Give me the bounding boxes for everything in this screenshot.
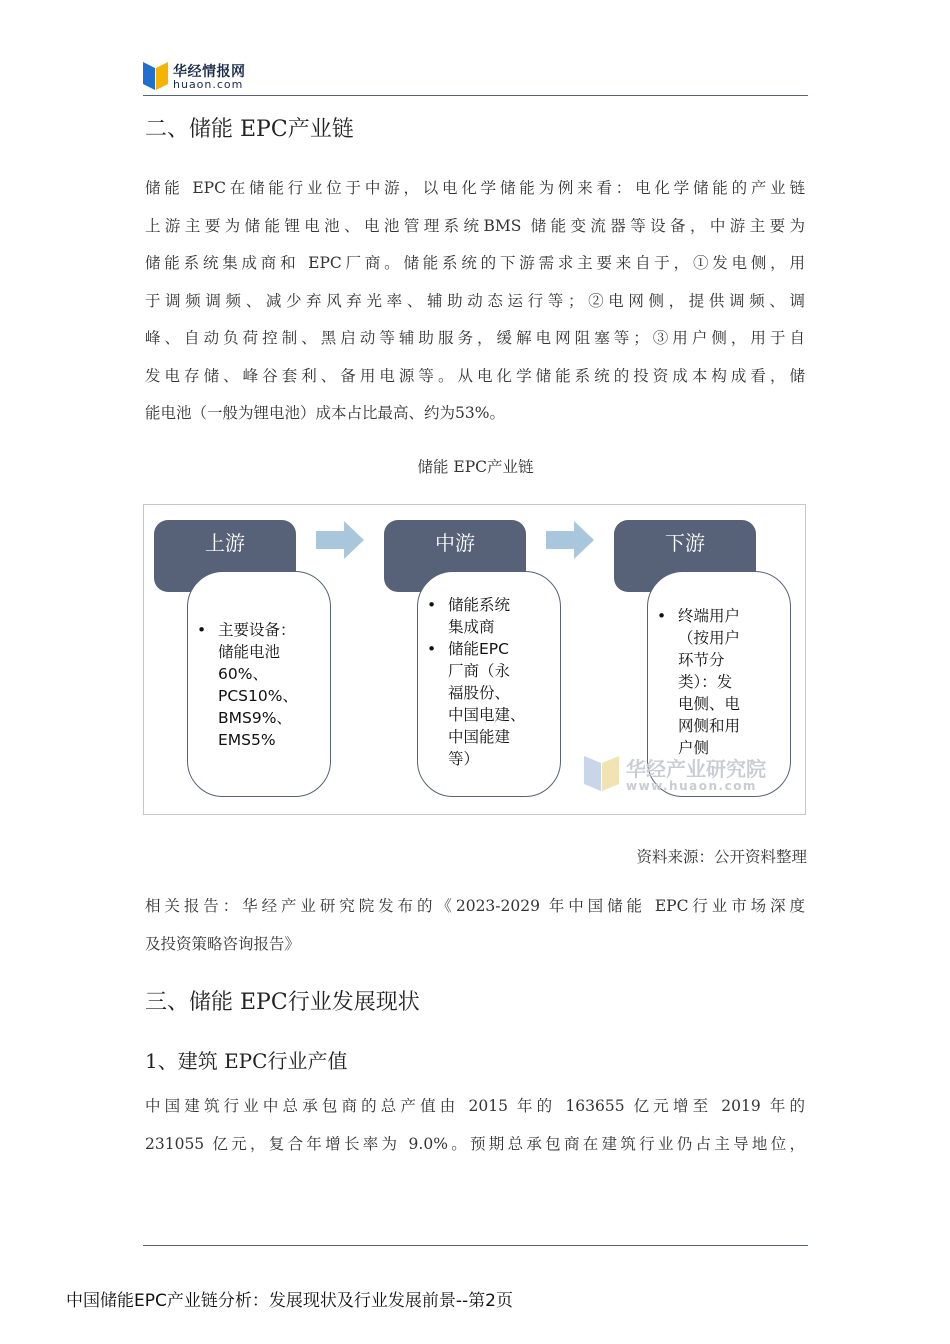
item-line: • 主要设备：	[218, 621, 296, 639]
paragraph-line: 于调频调频、减少弃风弃光率、辅助动态运行等；②电网侧，提供调频、调	[145, 291, 805, 310]
midstream-item	[418, 594, 560, 638]
subsection-title: 1、建筑 EPC行业产值	[145, 1049, 348, 1073]
header-rule	[143, 95, 808, 96]
upstream-box	[187, 571, 331, 797]
paragraph-line: 能电池（一般为锂电池）成本占比最高、约为53%。	[145, 404, 505, 422]
item-line: 集成商	[448, 618, 495, 636]
item-line: 等）	[448, 750, 480, 768]
section-title: 三、储能 EPC行业发展现状	[145, 990, 420, 1015]
paragraph	[145, 170, 805, 433]
item-line: PCS10%、	[218, 687, 298, 705]
item-line: （按用户	[678, 629, 741, 647]
logo-title: 华经情报网	[173, 64, 246, 80]
item-line: 60%、	[218, 665, 268, 683]
logo-book-icon	[143, 60, 169, 90]
item-line: 厂商（永	[448, 662, 511, 680]
watermark	[584, 753, 766, 795]
item-line: 户侧	[678, 739, 710, 757]
industry-chain-diagram	[143, 504, 806, 815]
item-line: 储能电池	[218, 643, 281, 661]
midstream-box	[417, 571, 561, 797]
figure-caption: 储能 EPC产业链	[417, 458, 534, 476]
paragraph-line: 及投资策略咨询报告》	[145, 934, 301, 953]
item-line: 环节分	[678, 651, 725, 669]
section-title: 二、储能 EPC产业链	[145, 117, 354, 142]
item-line: EMS5%	[218, 731, 276, 749]
item-line: • 储能系统	[448, 596, 511, 614]
midstream-title: 中游	[435, 531, 475, 555]
watermark-title: 华经产业研究院	[626, 757, 766, 781]
downstream-item	[648, 605, 790, 759]
source-note: 资料来源：公开资料整理	[636, 848, 807, 866]
item-line: BMS9%、	[218, 709, 292, 727]
item-line: 类）：发	[678, 673, 733, 691]
item-line: • 终端用户	[678, 607, 741, 625]
paragraph-line: 储能 EPC在储能行业位于中游，以电化学储能为例来看：电化学储能的产业链	[145, 179, 805, 197]
watermark-url: www.huaon.com	[626, 779, 757, 793]
related-report	[145, 888, 805, 963]
paragraph-line: 231055 亿元，复合年增长率为 9.0%。预期总承包商在建筑行业仍占主导地位，	[145, 1134, 805, 1153]
item-line: 中国电建、	[448, 706, 526, 724]
upstream-title: 上游	[205, 531, 245, 555]
paragraph-line: 发电存储、峰谷套利、备用电源等。从电化学储能系统的投资成本构成看，储	[145, 366, 805, 385]
logo-subtitle: huaon.com	[173, 78, 244, 91]
page-footer: 中国储能EPC产业链分析：发展现状及行业发展前景--第2页	[66, 1291, 513, 1311]
downstream-title: 下游	[665, 531, 705, 555]
item-line: 电侧、电	[678, 695, 741, 713]
midstream-item	[418, 638, 560, 770]
watermark-logo-icon	[584, 753, 620, 791]
paragraph-line: 上游主要为储能锂电池、电池管理系统BMS 储能变流器等设备，中游主要为	[145, 216, 805, 235]
paragraph-line: 峰、自动负荷控制、黑启动等辅助服务，缓解电网阻塞等；③用户侧，用于自	[145, 329, 805, 347]
paragraph-line: 相关报告：华经产业研究院发布的《2023-2029 年中国储能 EPC行业市场深度	[145, 897, 805, 915]
item-line: • 储能EPC	[448, 640, 509, 658]
item-line: 中国能建	[448, 728, 511, 746]
item-line: 福股份、	[448, 684, 511, 702]
paragraph-line: 中国建筑行业中总承包商的总产值由 2015 年的 163655 亿元增至 2019 年的	[145, 1097, 805, 1115]
paragraph	[145, 1088, 805, 1163]
paragraph-line: 储能系统集成商和 EPC厂商。储能系统的下游需求主要来自于，①发电侧，用	[145, 254, 805, 272]
arrow-right-icon	[316, 521, 366, 559]
arrow-right-icon	[546, 521, 596, 559]
footer-rule	[143, 1245, 808, 1246]
item-line: 网侧和用	[678, 717, 741, 735]
upstream-item	[188, 619, 330, 751]
